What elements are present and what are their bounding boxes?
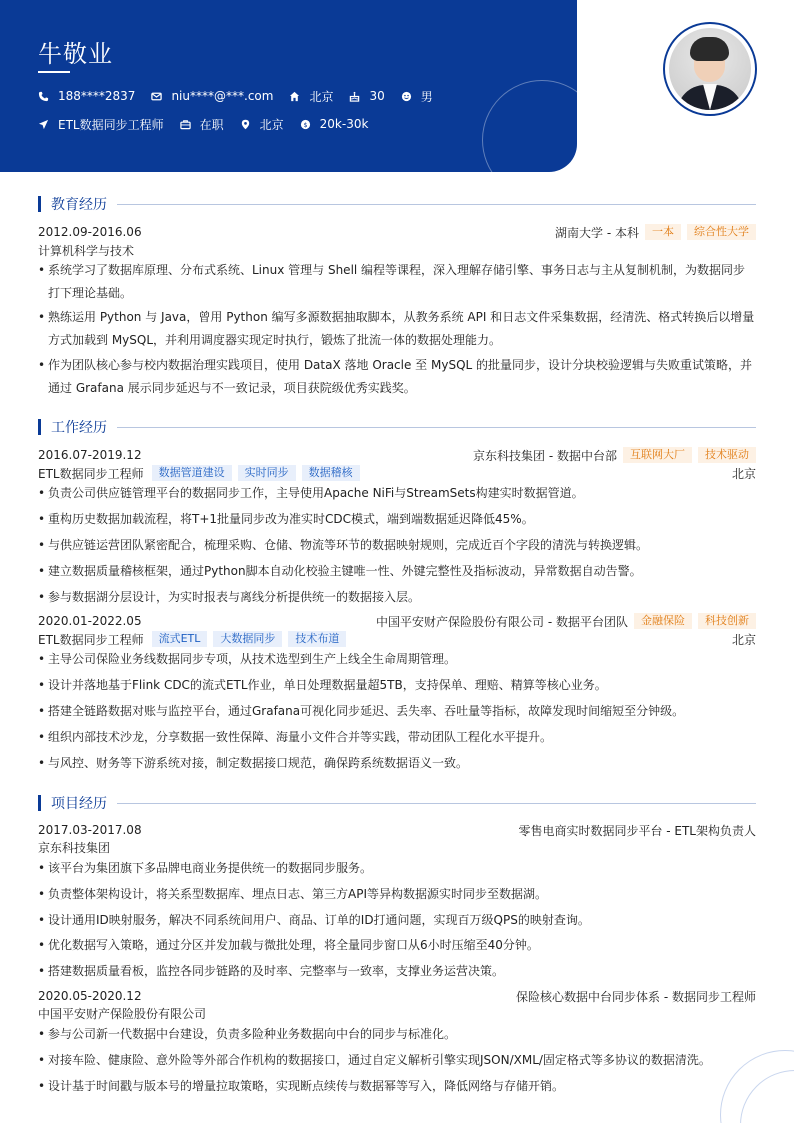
work-period: 2020.01-2022.05 — [38, 614, 142, 628]
list-item: • 搭建数据质量看板，监控各同步链路的及时率、完整率与一致率，支撑业务运营决策。 — [38, 960, 756, 983]
company-tag: 科技创新 — [698, 613, 756, 629]
project-period: 2017.03-2017.08 — [38, 823, 142, 837]
project-org-row — [38, 839, 756, 855]
job-intent-row — [38, 116, 384, 132]
phone-icon — [38, 91, 49, 102]
list-item: • 负责公司供应链管理平台的数据同步工作，主导使用Apache NiFi与StreamSets构建实时数据管道。 — [38, 482, 756, 505]
candidate-name: 牛敬业 — [38, 40, 113, 68]
role-tag: 流式ETL — [152, 631, 208, 647]
list-item: • 与供应链运营团队紧密配合，梳理采购、仓储、物流等环节的数据映射规则，完成近百个字段的清洗与转换逻辑。 — [38, 534, 756, 557]
target-city-item — [240, 116, 284, 132]
work-period: 2016.07-2019.12 — [38, 448, 142, 462]
age-text: 30 — [369, 89, 385, 103]
job-target-text: ETL数据同步工程师 — [58, 117, 164, 132]
work-header-row — [38, 613, 756, 629]
list-item: • 与风控、财务等下游系统对接，制定数据接口规范，确保跨系统数据语义一致。 — [38, 752, 756, 775]
money-icon — [300, 119, 311, 130]
list-item: • 组织内部技术沙龙，分享数据一致性保障、海量小文件合并等实践，带动团队工程化水平提升。 — [38, 726, 756, 749]
project-header-row — [38, 822, 756, 838]
target-city-text: 北京 — [259, 117, 284, 132]
send-icon — [38, 119, 49, 130]
age-item — [349, 88, 384, 104]
education-section-title: 教育经历 — [38, 195, 756, 213]
school-tag: 一本 — [645, 224, 681, 240]
education-header-row — [38, 224, 756, 240]
list-item: • 设计基于时间戳与版本号的增量拉取策略，实现断点续传与数据幂等写入，降低网络与存储开销。 — [38, 1075, 756, 1098]
list-item: • 熟练运用 Python 与 Java，曾用 Python 编写多源数据抽取脚本，从教务系统 API 和日志文件采集数据，经清洗、格式转换后以增量方式加载到 MySQL，并利用调度器实现定时执行，锻炼了批流一体的数据处理能力。 — [38, 306, 756, 352]
job-role: ETL数据同步工程师 — [38, 466, 144, 481]
list-item: • 该平台为集团旗下多品牌电商业务提供统一的数据同步服务。 — [38, 857, 756, 880]
company-tag: 技术驱动 — [698, 447, 756, 463]
list-item: • 设计通用ID映射服务，解决不同系统间用户、商品、订单的ID打通问题，实现百万级QPS的映射查询。 — [38, 909, 756, 932]
salary-item — [300, 116, 369, 132]
phone-item — [38, 88, 135, 104]
contact-row — [38, 88, 449, 104]
list-item: • 参与数据湖分层设计，为实时报表与离线分析提供统一的数据接入层。 — [38, 586, 756, 609]
cake-icon — [349, 91, 360, 102]
email-icon — [151, 91, 162, 102]
email-item — [151, 88, 273, 104]
list-item: • 建立数据质量稽核框架，通过Python脚本自动化校验主键唯一性、外键完整性及指标波动，异常数据自动告警。 — [38, 560, 756, 583]
list-item: • 主导公司保险业务线数据同步专项，从技术选型到生产上线全生命周期管理。 — [38, 648, 756, 671]
education-period: 2012.09-2016.06 — [38, 225, 142, 239]
phone-text: 188****2837 — [58, 89, 136, 103]
list-item: • 搭建全链路数据对账与监控平台，通过Grafana可视化同步延迟、丢失率、吞吐量等指标，故障发现时间缩短至分钟级。 — [38, 700, 756, 723]
header-banner — [0, 0, 577, 172]
role-tag: 数据稽核 — [302, 465, 360, 481]
svg-text:$: $ — [303, 120, 308, 129]
work-header-row — [38, 447, 756, 463]
salary-text: 20k-30k — [319, 117, 369, 131]
gender-icon — [401, 91, 412, 102]
list-item: • 对接车险、健康险、意外险等外部合作机构的数据接口，通过自定义解析引擎实现JSON/XML/固定格式等多协议的数据清洗。 — [38, 1049, 756, 1072]
major-row — [38, 242, 756, 258]
project-header-row — [38, 988, 756, 1004]
school-tag: 综合性大学 — [687, 224, 756, 240]
status-text: 在职 — [199, 117, 224, 132]
company-name: 中国平安财产保险股份有限公司 - 数据平台团队 — [376, 614, 628, 629]
work-section-title: 工作经历 — [38, 418, 756, 436]
avatar — [663, 22, 757, 116]
projects-section-title: 项目经历 — [38, 794, 756, 812]
decorative-ring — [482, 80, 577, 172]
work-location: 北京 — [731, 466, 756, 481]
work-role-row — [38, 465, 756, 481]
list-item: • 作为团队核心参与校内数据治理实践项目，使用 DataX 落地 Oracle 至 MySQL 的批量同步，设计分块校验逻辑与失败重试策略，并通过 Grafana 展示同步延迟与不一致记录，项目获院级优秀实践奖。 — [38, 354, 756, 400]
project-org: 中国平安财产保险股份有限公司 — [38, 1006, 207, 1021]
school-name: 湖南大学 - 本科 — [555, 225, 639, 240]
job-target-item — [38, 116, 164, 132]
role-tag: 大数据同步 — [213, 631, 282, 647]
role-tag: 数据管道建设 — [152, 465, 232, 481]
list-item: • 负责整体架构设计，将关系型数据库、埋点日志、第三方API等异构数据源实时同步至数据湖。 — [38, 883, 756, 906]
project-name-role: 保险核心数据中台同步体系 - 数据同步工程师 — [516, 989, 756, 1004]
briefcase-icon — [180, 119, 191, 130]
status-item — [180, 116, 224, 132]
gender-item — [401, 88, 433, 104]
list-item: • 设计并落地基于Flink CDC的流式ETL作业，单日处理数据量超5TB，支持保单、理赔、精算等核心业务。 — [38, 674, 756, 697]
major: 计算机科学与技术 — [38, 243, 135, 258]
email-text: niu****@***.com — [171, 89, 274, 103]
city-text: 北京 — [309, 89, 334, 104]
list-item: • 系统学习了数据库原理、分布式系统、Linux 管理与 Shell 编程等课程，深入理解存储引擎、事务日志与主从复制机制，为数据同步打下理论基础。 — [38, 259, 756, 305]
list-item: • 重构历史数据加载流程，将T+1批量同步改为准实时CDC模式，端到端数据延迟降低45%。 — [38, 508, 756, 531]
work-role-row — [38, 631, 756, 647]
project-org: 京东科技集团 — [38, 840, 111, 855]
role-tag: 技术布道 — [288, 631, 346, 647]
profile-photo — [669, 28, 751, 110]
gender-text: 男 — [420, 89, 433, 104]
city-item — [289, 88, 333, 104]
company-name: 京东科技集团 - 数据中台部 — [473, 448, 617, 463]
list-item: • 参与公司新一代数据中台建设，负责多险种业务数据向中台的同步与标准化。 — [38, 1023, 756, 1046]
project-name-role: 零售电商实时数据同步平台 - ETL架构负责人 — [518, 823, 756, 838]
name-underline — [38, 71, 70, 73]
company-tag: 金融保险 — [634, 613, 692, 629]
work-location: 北京 — [731, 632, 756, 647]
job-role: ETL数据同步工程师 — [38, 632, 144, 647]
role-tag: 实时同步 — [238, 465, 296, 481]
list-item: • 优化数据写入策略，通过分区并发加载与微批处理，将全量同步窗口从6小时压缩至40分钟。 — [38, 934, 756, 957]
project-org-row — [38, 1005, 756, 1021]
project-period: 2020.05-2020.12 — [38, 989, 142, 1003]
location-pin-icon — [240, 119, 251, 130]
company-tag: 互联网大厂 — [623, 447, 692, 463]
home-icon — [289, 91, 300, 102]
